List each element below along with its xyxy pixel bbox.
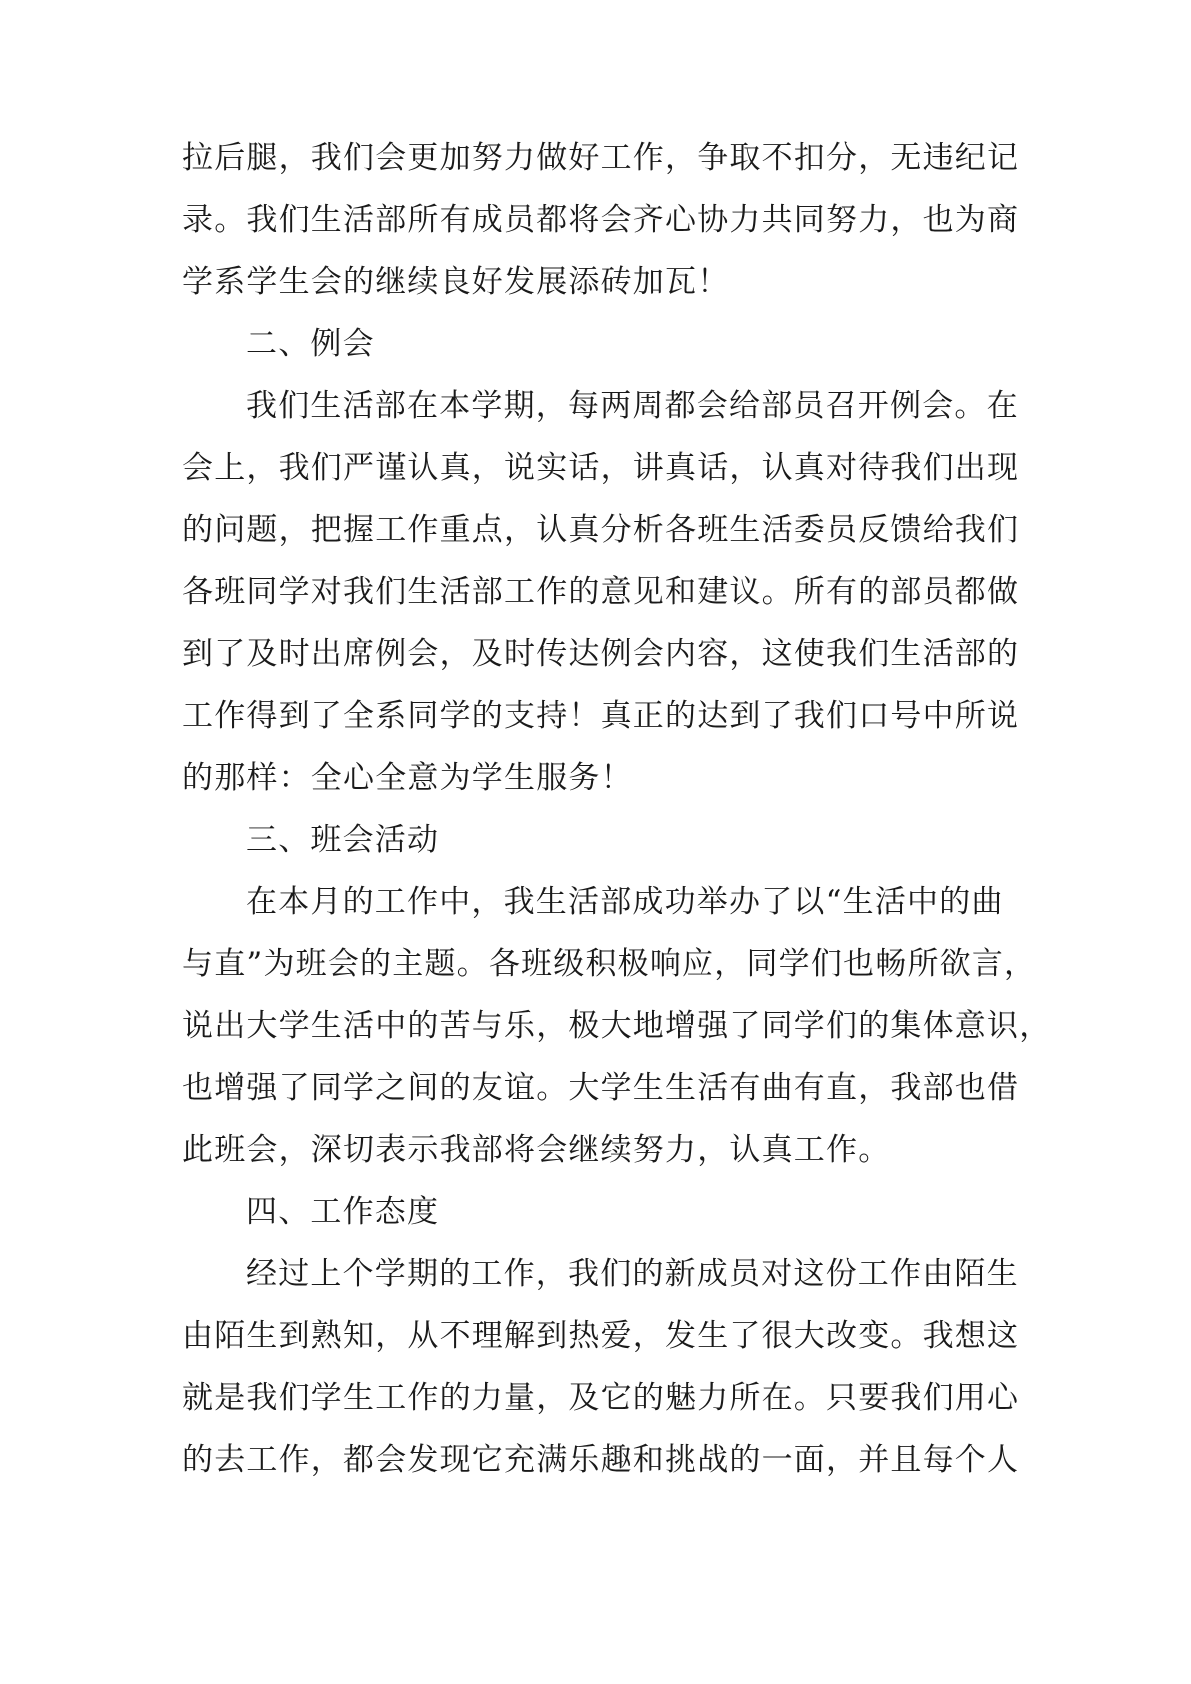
section-heading: 二、例会	[246, 326, 375, 362]
paragraph-line: 说出大学生活中的苦与乐，极大地增强了同学们的集体意识，	[182, 1008, 1052, 1044]
paragraph-line: 的问题，把握工作重点，认真分析各班生活委员反馈给我们	[182, 512, 1020, 548]
paragraph-line: 就是我们学生工作的力量，及它的魅力所在。只要我们用心	[182, 1380, 1020, 1416]
paragraph-line: 的去工作，都会发现它充满乐趣和挑战的一面，并且每个人	[182, 1442, 1020, 1478]
paragraph-line: 我们生活部在本学期，每两周都会给部员召开例会。在	[246, 388, 1019, 424]
paragraph-line: 各班同学对我们生活部工作的意见和建议。所有的部员都做	[182, 574, 1020, 610]
paragraph-line: 由陌生到熟知，从不理解到热爱，发生了很大改变。我想这	[182, 1318, 1020, 1354]
paragraph-line: 与直”为班会的主题。各班级积极响应，同学们也畅所欲言，	[182, 946, 1037, 982]
paragraph-line: 也增强了同学之间的友谊。大学生生活有曲有直，我部也借	[182, 1070, 1020, 1106]
paragraph-line: 会上，我们严谨认真，说实话，讲真话，认真对待我们出现	[182, 450, 1020, 486]
paragraph-line: 在本月的工作中，我生活部成功举办了以“生活中的曲	[246, 884, 1004, 920]
section-heading: 四、工作态度	[246, 1194, 440, 1230]
paragraph-line: 经过上个学期的工作，我们的新成员对这份工作由陌生	[246, 1256, 1019, 1292]
paragraph-line: 拉后腿，我们会更加努力做好工作，争取不扣分，无违纪记	[182, 140, 1020, 176]
paragraph-line: 工作得到了全系同学的支持！真正的达到了我们口号中所说	[182, 698, 1020, 734]
paragraph-line: 录。我们生活部所有成员都将会齐心协力共同努力，也为商	[182, 202, 1020, 238]
section-heading: 三、班会活动	[246, 822, 440, 858]
paragraph-line: 学系学生会的继续良好发展添砖加瓦！	[182, 264, 730, 300]
paragraph-line: 的那样：全心全意为学生服务！	[182, 760, 633, 796]
paragraph-line: 到了及时出席例会，及时传达例会内容，这使我们生活部的	[182, 636, 1020, 672]
paragraph-line: 此班会，深切表示我部将会继续努力，认真工作。	[182, 1132, 891, 1168]
